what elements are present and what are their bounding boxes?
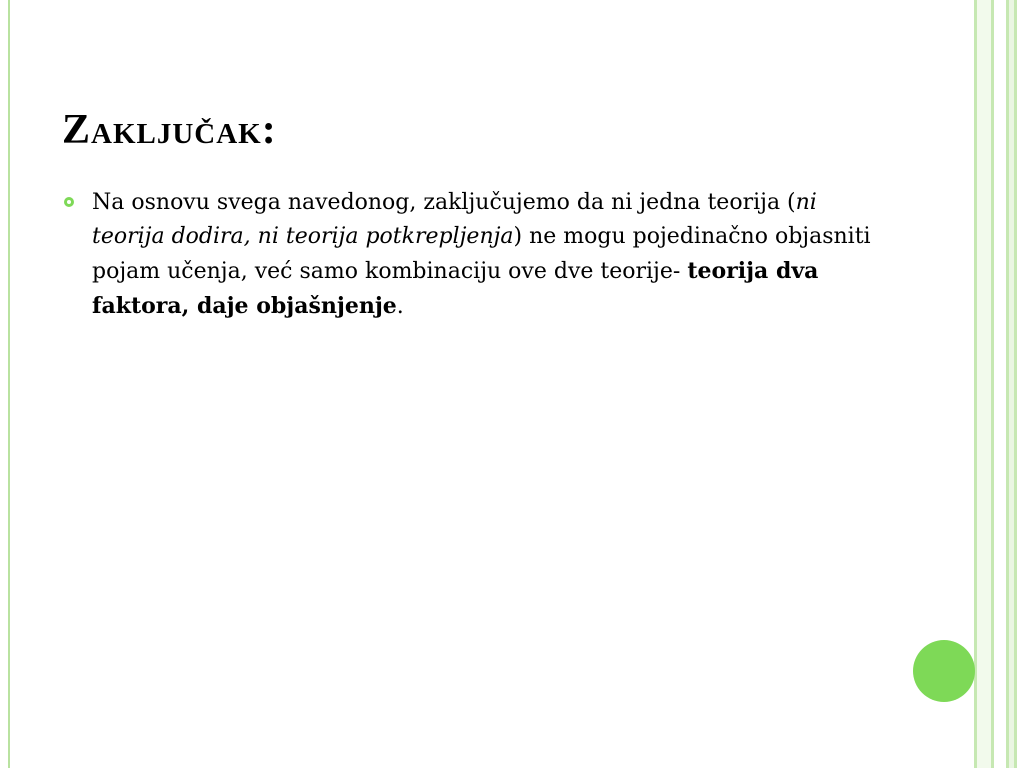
bullet-text-italic: ni teorija dodira, ni teorija potkrepljenja xyxy=(92,190,817,249)
bullet-text-part2: ) ne mogu pojedinačno objasniti pojam učenja, već samo kombinaciju ove dve teorije- xyxy=(92,224,871,284)
stripe xyxy=(1017,0,1024,768)
right-decorative-stripes xyxy=(974,0,1024,768)
green-circle-decoration xyxy=(913,640,975,702)
bullet-text xyxy=(92,186,874,324)
bullet-text-part1: Na osnovu svega navedonog, zaključujemo da ni jedna teorija ( xyxy=(92,190,796,215)
stripe xyxy=(977,0,991,768)
bullet-text-bold: teorija dva faktora, daje objašnjenje xyxy=(92,258,819,319)
slide-content xyxy=(64,186,874,324)
bullet-circle-icon xyxy=(64,197,74,207)
stripe xyxy=(994,0,1006,768)
left-border-line xyxy=(8,0,10,768)
slide-title: Zaključak: xyxy=(62,107,277,153)
bullet-text-part3: . xyxy=(396,294,404,319)
bullet-item xyxy=(64,186,874,324)
